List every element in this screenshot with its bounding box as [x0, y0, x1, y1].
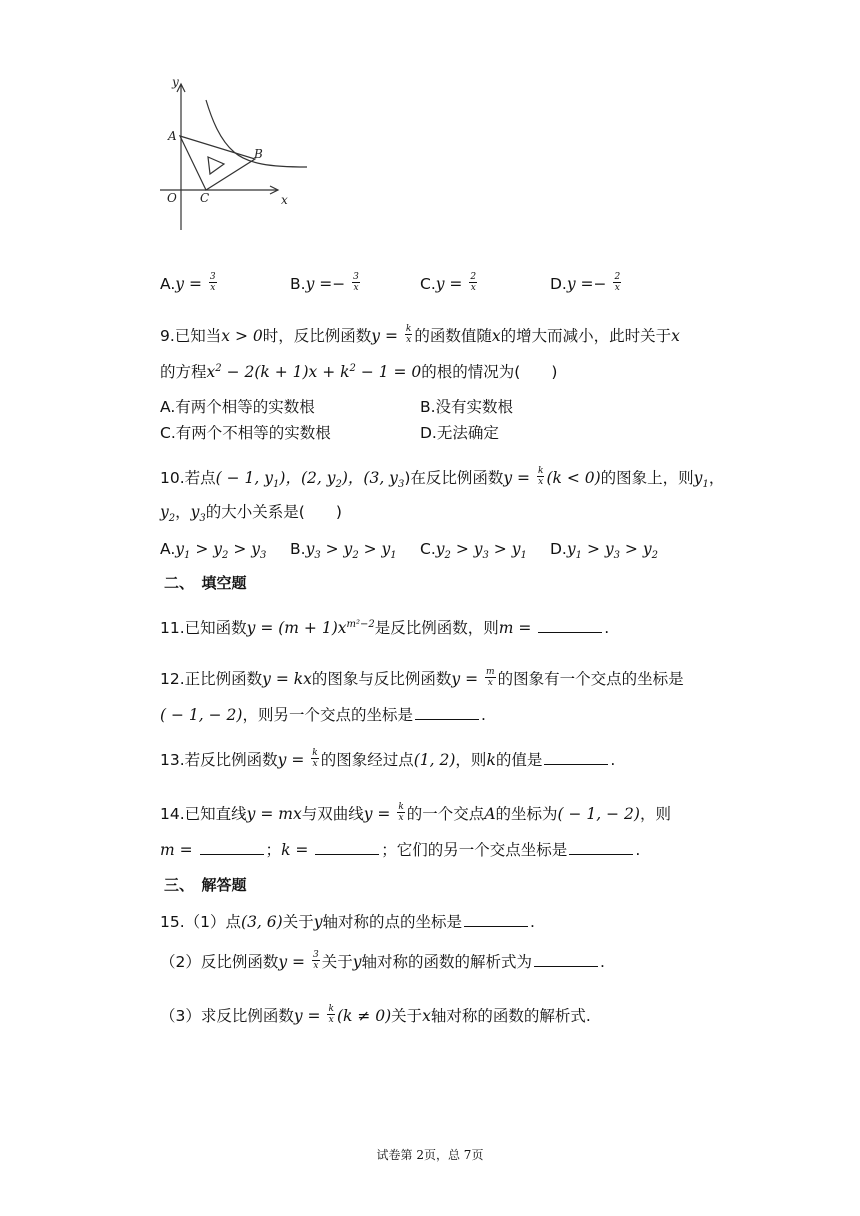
- inner-triangle: [208, 157, 224, 174]
- fraction: $\frac{k}{x}$: [405, 324, 412, 345]
- q14-line-2: m = ；k = ；它们的另一个交点坐标是 .: [160, 838, 640, 862]
- answer-blank[interactable]: [464, 910, 528, 927]
- fraction: $\frac{m}{x}$: [486, 667, 495, 688]
- q9-line-1: 9.已知当x > 0时，反比例函数y = $\frac{k}{x}$ 的函数值随x的增大而减小，此时关于x: [160, 324, 680, 345]
- fraction: $\frac{k}{x}$: [398, 802, 404, 823]
- fraction: $\frac{2}{x}$: [614, 272, 621, 293]
- label-o: O: [167, 191, 177, 205]
- triangle-abc: [180, 136, 255, 190]
- q10-line-2: $y_2$，$y_3$的大小关系是( ): [160, 503, 342, 525]
- answer-blank[interactable]: [415, 703, 479, 720]
- q8-option-a: A.y = $\frac{3}{x}$: [160, 272, 216, 293]
- answer-blank-m[interactable]: [200, 838, 264, 855]
- q12-line-1: 12.正比例函数y = kx的图象与反比例函数y = $\frac{m}{x}$ 的图象有一个交点的坐标是: [160, 667, 684, 688]
- label-b: B: [254, 147, 263, 161]
- q9-line-2: 的方程$x^2 - 2(k + 1)x + k^2 - 1 = 0$的根的情况为( ): [160, 362, 558, 381]
- graph-figure: [150, 70, 320, 235]
- fraction: $\frac{3}{x}$: [209, 272, 216, 293]
- label-c: C: [200, 191, 210, 205]
- q15-part-1: 15.（1）点(3, 6)关于y轴对称的点的坐标是 .: [160, 910, 535, 934]
- q10-option-a: $A.y_1 > y_2 > y_3$: [160, 540, 267, 562]
- q11-line: 11.已知函数$y = (m + 1)x^{m^2-2}$是反比例函数，则m = .: [160, 616, 609, 640]
- fraction: $\frac{2}{x}$: [470, 272, 477, 293]
- q9-option-a: A.有两个相等的实数根: [160, 398, 315, 416]
- section-heading-fill-in: 二、 填空题: [164, 574, 247, 592]
- answer-blank[interactable]: [544, 748, 608, 765]
- label-a: A: [168, 129, 177, 143]
- q13-line: 13.若反比例函数y = $\frac{k}{x}$ 的图象经过点(1, 2)，则k的值是 .: [160, 748, 616, 769]
- q9-option-d: D.无法确定: [420, 424, 499, 442]
- fraction: $\frac{k}{x}$: [328, 1004, 334, 1025]
- q8-option-c: C.y = $\frac{2}{x}$: [420, 272, 477, 293]
- page-footer: 试卷第 2页，总 7页: [376, 1148, 484, 1162]
- q10-option-c: $C.y_2 > y_3 > y_1$: [420, 540, 527, 562]
- q10-option-b: $B.y_3 > y_2 > y_1$: [290, 540, 397, 562]
- fraction: $\frac{3}{x}$: [353, 272, 359, 293]
- q9-option-c: C.有两个不相等的实数根: [160, 424, 331, 442]
- answer-blank-point[interactable]: [569, 838, 633, 855]
- q15-part-3: （3）求反比例函数y = $\frac{k}{x}$ (k ≠ 0)关于x轴对称的函数的解析式.: [160, 1004, 591, 1025]
- section-heading-solve: 三、 解答题: [164, 876, 247, 894]
- label-y: y: [172, 75, 179, 89]
- answer-blank[interactable]: [538, 616, 602, 633]
- q12-line-2: ( − 1, − 2)，则另一个交点的坐标是 .: [160, 703, 486, 727]
- label-x: x: [281, 193, 288, 207]
- q9-option-b: B.没有实数根: [420, 398, 514, 416]
- answer-blank[interactable]: [534, 950, 598, 967]
- q8-option-d: D.y =− $\frac{2}{x}$: [550, 272, 621, 293]
- fraction: $\frac{k}{x}$: [537, 466, 544, 487]
- q14-line-1: 14.已知直线y = mx与双曲线y = $\frac{k}{x}$ 的一个交点A的坐标为( − 1, − 2)，则: [160, 802, 671, 823]
- q10-option-d: $D.y_1 > y_3 > y_2$: [550, 540, 658, 562]
- q15-part-2: （2）反比例函数y = $\frac{3}{x}$ 关于y轴对称的函数的解析式为 .: [160, 950, 605, 971]
- fraction: $\frac{k}{x}$: [312, 748, 318, 769]
- q8-option-b: B.y =− $\frac{3}{x}$: [290, 272, 359, 293]
- q10-line-1: 10.若点( − 1, $y_1$)，(2, $y_2$)，(3, $y_3$)在反比例函数y = $\frac{k}{x}$ (k < 0)的图象上，则$y_1$，: [160, 466, 725, 491]
- answer-blank-k[interactable]: [315, 838, 379, 855]
- fraction: $\frac{3}{x}$: [312, 950, 319, 971]
